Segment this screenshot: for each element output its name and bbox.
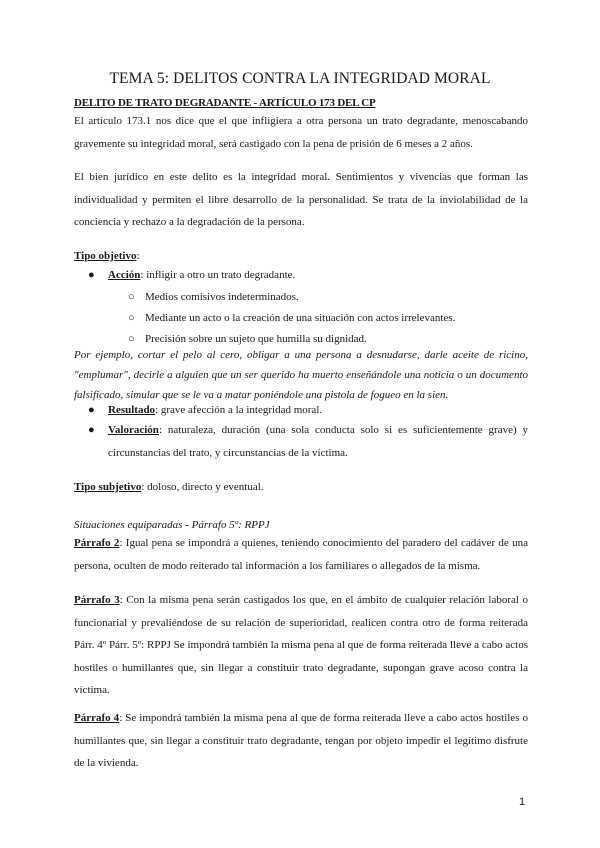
example-paragraph: Por ejemplo, cortar el pelo al cero, obligar a una persona a desnudarse, darle aceite de ricino, "emplumar", decirle a alguien que un ser querido ha muerto enseñándole una noticia o un documento falsificado, simular que se le va a matar poniéndole una pistola de fogueo en la sien. <box>74 349 528 401</box>
page-title: TEMA 5: DELITOS CONTRA LA INTEGRIDAD MORAL <box>109 70 491 87</box>
tipo-objetivo-label: Tipo objetivo <box>74 250 137 262</box>
tipo-subjetivo-label: Tipo subjetivo <box>74 481 142 493</box>
sub-list-item: ○ Mediante un acto o la creación de una situación con actos irrelevantes. <box>128 307 528 330</box>
sub-list-item: ○ Precisión sobre un sujeto que humilla su dignidad. <box>128 328 528 351</box>
tipo-objetivo-heading: Tipo objetivo: <box>74 250 140 262</box>
valoracion-text: : naturaleza, duración (una sola conducta solo si es suficientemente grave) y circunstancias del trato, y circunstancias de la víctima. <box>108 424 528 459</box>
bullet-icon: ● <box>88 404 95 416</box>
tipo-subjetivo-line <box>74 476 528 499</box>
situaciones-heading: Situaciones equiparadas - Párrafo 5º: RPPJ <box>74 519 270 531</box>
bullet-icon: ● <box>88 424 95 436</box>
parrafo-3-text: : Con la misma pena serán castigados los que, en el ámbito de cualquier relación laboral o funcionarial y prevaliéndose de su relación de superioridad, realicen contra otro de forma reiterada Párr. 4º Párr. 5º: RPPJ Se impondrá también la misma pena al que de forma reiterada lleve a cabo actos hostiles o humillantes que, sin llegar a constituir trato degradante, supongan grave acoso contra la víctima. <box>74 594 528 696</box>
resultado-label: Resultado <box>108 404 156 416</box>
list-item-valoracion <box>88 419 528 464</box>
accion-text: : infligir a otro un trato degradante. <box>140 269 296 281</box>
resultado-text: : grave afección a la integridad moral. <box>155 404 323 416</box>
parrafo-4-label: Párrafo 4 <box>74 712 120 724</box>
circle-bullet-icon: ○ <box>128 291 135 303</box>
valoracion-label: Valoración <box>108 424 159 436</box>
circle-bullet-icon: ○ <box>128 333 135 345</box>
paragraph-bien-juridico: El bien jurídico en este delito es la integridad moral. Sentimientos y vivencias que forman las individualidad y permiten el libre desarrollo de la personalidad. Se trata de la inviolabilidad de la conciencia y rechazo a la degradación de la persona. <box>74 171 528 228</box>
bullet-icon: ● <box>88 269 95 281</box>
parrafo-2-label: Párrafo 2 <box>74 537 120 549</box>
page-number: 1 <box>519 796 526 808</box>
parrafo-3-label: Párrafo 3 <box>74 594 120 606</box>
parrafo-4-text: : Se impondrá también la misma pena al que de forma reiterada lleve a cabo actos hostiles o humillantes que, sin llegar a constituir trato degradante, tengan por objeto impedir el legítimo disfrute de la vivienda. <box>74 712 528 769</box>
accion-label: Acción <box>108 269 141 281</box>
parrafo-2 <box>74 532 528 577</box>
parrafo-3 <box>74 589 528 702</box>
circle-bullet-icon: ○ <box>128 312 135 324</box>
tipo-subjetivo-text: : doloso, directo y eventual. <box>141 481 264 493</box>
list-item-accion <box>88 264 528 287</box>
section-heading: DELITO DE TRATO DEGRADANTE - ARTÍCULO 173 DEL CP <box>74 97 376 109</box>
parrafo-4 <box>74 707 528 775</box>
parrafo-2-text: : Igual pena se impondrá a quienes, teniendo conocimiento del paradero del cadáver de una persona, oculten de modo reiterado tal información a los familiares o allegados de la misma. <box>74 537 528 572</box>
paragraph-articulo: El artículo 173.1 nos dice que el que infligiera a otra persona un trato degradante, menoscabando gravemente su integridad moral, será castigado con la pena de prisión de 6 meses a 2 años. <box>74 115 528 150</box>
sub-list-item: ○ Medios comisivos indeterminados. <box>128 286 528 309</box>
